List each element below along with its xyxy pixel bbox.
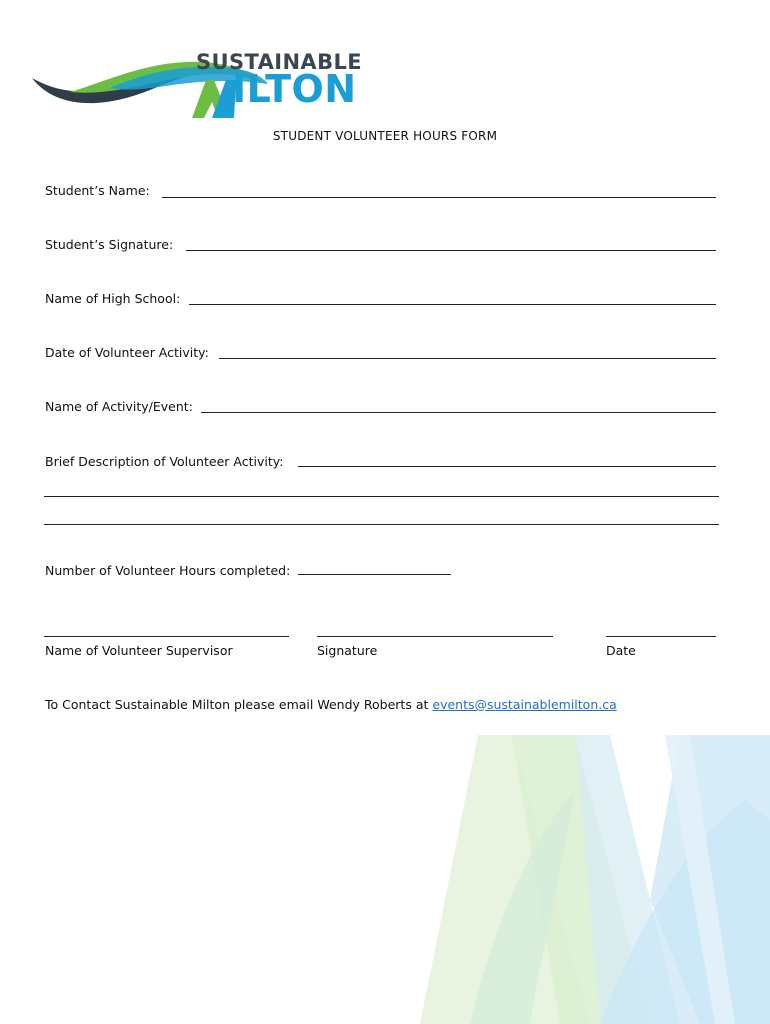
label-student-name: Student’s Name: [45,183,150,198]
label-supervisor: Name of Volunteer Supervisor [45,643,233,658]
input-line-activity-name[interactable] [201,412,716,413]
label-hours: Number of Volunteer Hours completed: [45,563,291,578]
label-student-signature: Student’s Signature: [45,237,174,252]
input-line-student-signature[interactable] [186,250,716,251]
contact-text: To Contact Sustainable Milton please email Wendy Roberts at [45,697,429,712]
label-activity-date: Date of Volunteer Activity: [45,345,209,360]
input-line-student-name[interactable] [162,197,716,198]
input-line-description-2[interactable] [44,496,719,497]
logo-text-sustainable: SUSTAINABLE [196,50,363,74]
label-date: Date [606,643,636,658]
label-high-school: Name of High School: [45,291,181,306]
input-line-signature[interactable] [317,636,553,637]
label-description: Brief Description of Volunteer Activity: [45,454,284,469]
form-title: STUDENT VOLUNTEER HOURS FORM [272,129,498,143]
input-line-supervisor[interactable] [44,636,289,637]
logo-text-milton: ILTON [232,67,357,111]
input-line-description-3[interactable] [44,524,719,525]
contact-line [45,697,617,712]
label-signature: Signature [317,643,378,658]
input-line-activity-date[interactable] [219,358,716,359]
label-activity-name: Name of Activity/Event: [45,399,193,414]
input-line-high-school[interactable] [189,304,716,305]
contact-email-link[interactable]: events@sustainablemilton.ca [432,697,617,712]
input-line-hours[interactable] [298,574,451,575]
input-line-description-1[interactable] [298,466,716,467]
input-line-date[interactable] [606,636,716,637]
